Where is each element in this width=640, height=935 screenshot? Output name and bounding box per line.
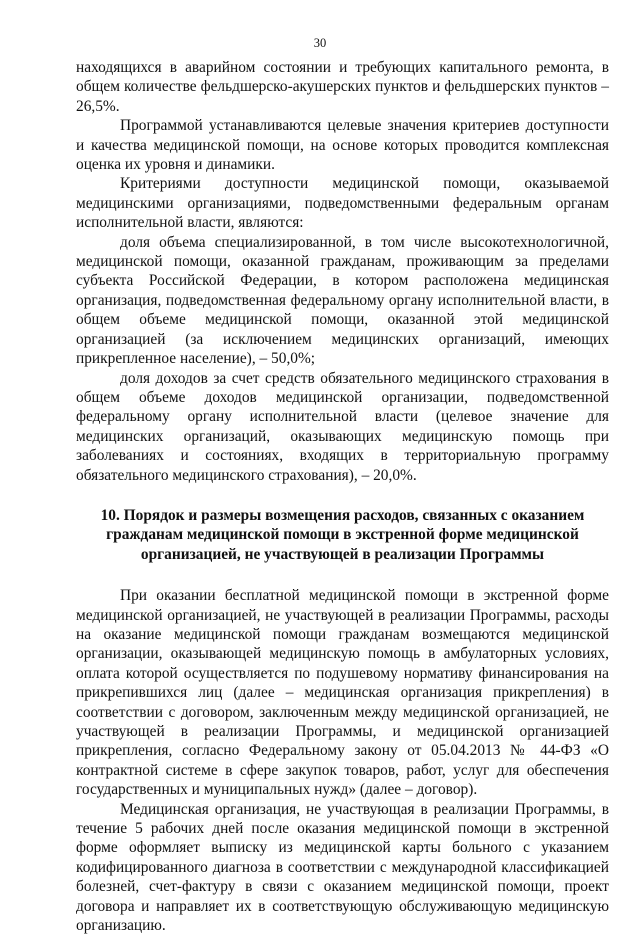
paragraph-criterion-insurance-income: доля доходов за счет средств обязательного медицинского страхования в общем объеме доходов медицинской организации, подведомственной федеральному органу исполнительной власти (целевое значение для медицинских организаций, оказывающих медицинскую помощь при заболеваниях и состояниях, входящих в территориальную программу обязательного медицинского страхования), – 20,0%. [76,369,609,484]
paragraph-documents-procedure: Медицинская организация, не участвующая в реализации Программы, в течение 5 рабочих дней после оказания медицинской помощи в экстренной форме оформляет выписку из медицинской карты больного с указанием кодифицированного диагноза в соответствии с международной классификацией болезней, счет-фактуру в связи с оказанием медицинской помощи, проект договора и направляет их в соответствующую обслуживающую медицинскую организацию. [76,800,609,935]
paragraph-criteria-intro: Критериями доступности медицинской помощи, оказываемой медицинскими организациями, подведомственными федеральным органам исполнительной власти, являются: [76,175,609,232]
page-number: 30 [313,36,327,50]
paragraph-criterion-specialized-care: доля объема специализированной, в том числе высокотехнологичной, медицинской помощи, оказанной гражданам, проживающим за пределами субъекта Российской Федерации, в котором расположена медицинская организация, подведомственная федеральному органу исполнительной власти, в общем объеме медицинской помощи, оказанной этой медицинской организацией (за исключением медицинских организаций, имеющих прикрепленное население), – 50,0%; [76,233,609,368]
document-body [76,58,609,935]
paragraph-reimbursement: При оказании бесплатной медицинской помощи в экстренной форме медицинской организацией, не участвующей в реализации Программы, расходы на оказание медицинской помощи гражданам возмещаются медицинской организации, оказывающей медицинскую помощь в амбулаторных условиях, оплата которой осуществляется по подушевому нормативу финансирования на прикрепившихся лиц (далее – медицинская организация прикрепления) в соответствии с договором, заключенным между медицинской организацией, не участвующей в реализации Программы, и медицинской организацией прикрепления, согласно Федеральному закону от 05.04.2013 № 44-ФЗ «О контрактной системе в сфере закупок товаров, работ, услуг для обеспечения государственных и муниципальных нужд» (далее – договор). [76,587,609,799]
paragraph-target-values: Программой устанавливаются целевые значения критериев доступности и качества медицинской помощи, на основе которых проводится комплексная оценка их уровня и динамики. [76,117,609,174]
paragraph-continuation: находящихся в аварийном состоянии и требующих капитального ремонта, в общем количестве фельдшерско-акушерских пунктов и фельдшерских пунктов – 26,5%. [76,59,609,115]
section-heading: 10. Порядок и размеры возмещения расходов, связанных с оказанием гражданам медицинской помощи в экстренной форме медицинской организацией, не участвующей в реализации Программы [100,506,585,563]
